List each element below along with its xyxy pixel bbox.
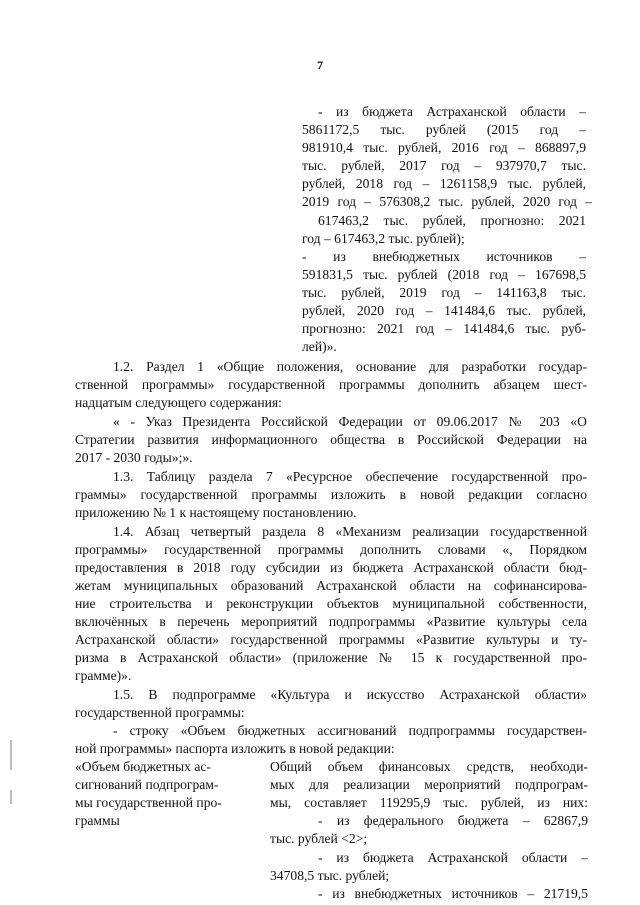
table-left-line: сигнований подпрограм- bbox=[75, 777, 219, 792]
body-line: программы» государственной программы дополнить словами «, Порядком bbox=[75, 542, 587, 557]
body-line: ризма в Астраханской области» (приложение № 15 к государственной про- bbox=[75, 650, 587, 665]
table-left-line: мы государственной про- bbox=[75, 795, 222, 810]
body-line: 1.4. Абзац четвертый раздела 8 «Механизм реализации государственной bbox=[113, 524, 587, 539]
body-line: ние строительства и реконструкции объектов муниципальной собственности, bbox=[75, 596, 587, 611]
scan-mark bbox=[10, 740, 12, 770]
scan-mark bbox=[10, 790, 12, 804]
top-line: тыс. рублей, 2017 год – 937970,7 тыс. bbox=[302, 158, 586, 173]
top-line: 2019 год – 576308,2 тыс. рублей, 2020 год – bbox=[302, 194, 592, 209]
body-line: жетам муниципальных образований Астраханской области на софинансирова- bbox=[75, 578, 587, 593]
top-line: - из внебюджетных источников – bbox=[302, 249, 586, 264]
table-right-line: тыс. рублей <2>; bbox=[270, 831, 368, 846]
top-line: лей)». bbox=[302, 339, 337, 354]
top-line: рублей, 2020 год – 141484,6 тыс. рублей, bbox=[302, 303, 586, 318]
table-left-line: граммы bbox=[75, 813, 120, 828]
body-line: « - Указ Президента Российской Федерации от 09.06.2017 № 203 «О bbox=[113, 414, 587, 429]
body-line: 1.5. В подпрограмме «Культура и искусство Астраханской области» bbox=[113, 687, 587, 702]
page-number: 7 bbox=[317, 58, 323, 72]
body-line: 1.2. Раздел 1 «Общие положения, основание для разработки государ- bbox=[113, 359, 587, 374]
body-line: включённых в перечень мероприятий подпрограммы «Развитие культуры села bbox=[75, 614, 587, 629]
top-line: 617463,2 тыс. рублей, прогнозно: 2021 bbox=[318, 213, 586, 228]
top-line: 5861172,5 тыс. рублей (2015 год – bbox=[302, 122, 586, 137]
top-line: тыс. рублей, 2019 год – 141163,8 тыс. bbox=[302, 285, 586, 300]
body-line: - строку «Объем бюджетных ассигнований подпрограммы государствен- bbox=[113, 723, 587, 738]
body-line: граммы» государственной программы изложить в новой редакции согласно bbox=[75, 487, 587, 502]
body-line: государственной программы: bbox=[75, 705, 245, 720]
body-line: Астраханской области» государственной программы «Развитие культуры и ту- bbox=[75, 632, 587, 647]
table-right-line: мых для реализации мероприятий подпрограм- bbox=[270, 777, 588, 792]
table-right-line: мы, составляет 119295,9 тыс. рублей, из них: bbox=[270, 795, 588, 810]
table-right-line: - из внебюджетных источников – 21719,5 bbox=[318, 886, 588, 901]
body-line: ной программы» паспорта изложить в новой редакции: bbox=[75, 741, 395, 756]
top-line: 981910,4 тыс. рублей, 2016 год – 868897,9 bbox=[302, 140, 586, 155]
body-line: 1.3. Таблицу раздела 7 «Ресурсное обеспечение государственной про- bbox=[113, 469, 587, 484]
body-line: приложению № 1 к настоящему постановлению. bbox=[75, 505, 357, 520]
top-line: рублей, 2018 год – 1261158,9 тыс. рублей, bbox=[302, 176, 586, 191]
body-line: Стратегии развития информационного общества в Российской Федерации на bbox=[75, 432, 587, 447]
body-line: предоставления в 2018 году субсидии из бюджета Астраханской области бюд- bbox=[75, 560, 587, 575]
table-right-line: 34708,5 тыс. рублей; bbox=[270, 868, 390, 883]
body-line: надцатым следующего содержания: bbox=[75, 395, 282, 410]
top-line: прогнозно: 2021 год – 141484,6 тыс. руб- bbox=[302, 321, 586, 336]
table-right-line: - из федерального бюджета – 62867,9 bbox=[318, 813, 588, 828]
top-line: 591831,5 тыс. рублей (2018 год – 167698,5 bbox=[302, 267, 586, 282]
top-line: - из бюджета Астраханской области – bbox=[318, 104, 586, 119]
table-right-line: Общий объем финансовых средств, необходи- bbox=[270, 759, 588, 774]
body-line: 2017 - 2030 годы»;». bbox=[75, 450, 193, 465]
body-line: ственной программы» государственной программы дополнить абзацем шест- bbox=[75, 377, 587, 392]
table-left-line: «Объем бюджетных ас- bbox=[75, 759, 211, 774]
table-right-line: - из бюджета Астраханской области – bbox=[318, 850, 588, 865]
body-line: грамме)». bbox=[75, 668, 132, 683]
top-line: год – 617463,2 тыс. рублей); bbox=[302, 231, 465, 246]
